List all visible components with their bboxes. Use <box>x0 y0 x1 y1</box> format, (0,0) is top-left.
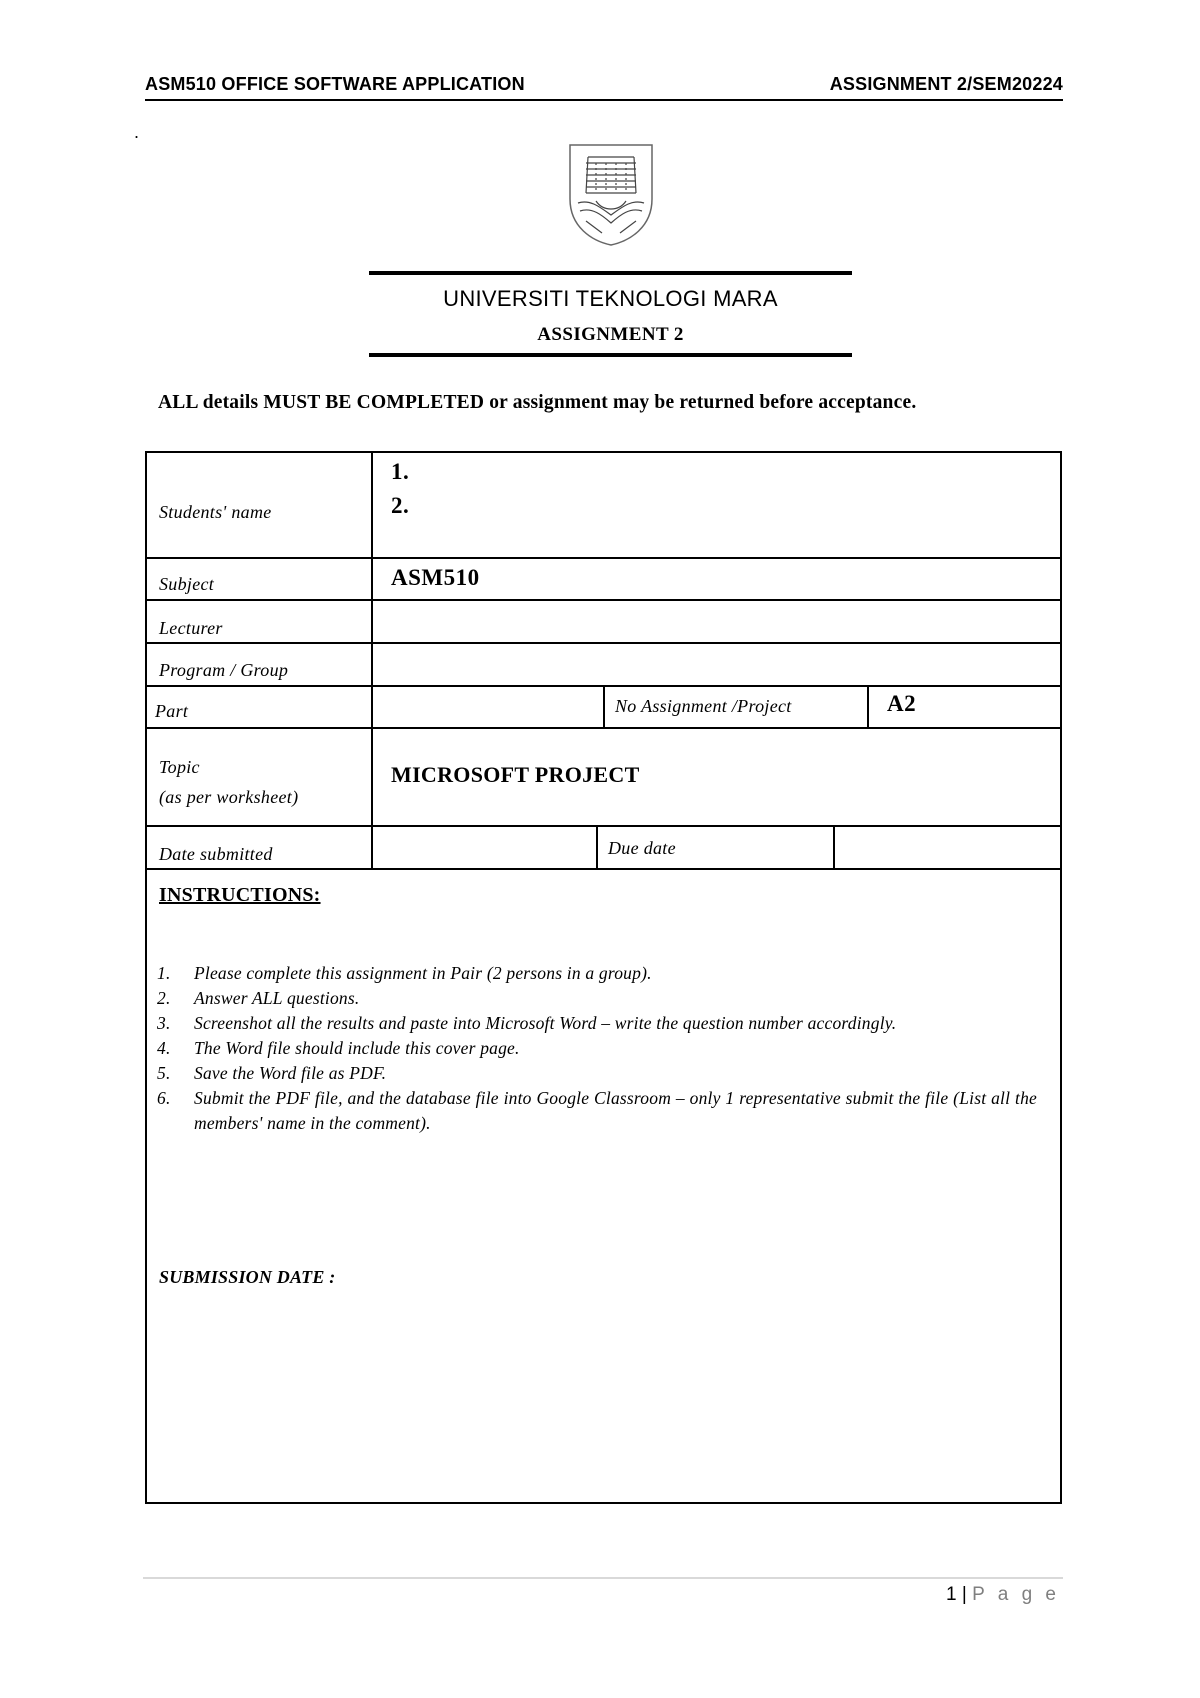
due-date-field[interactable] <box>835 827 1060 867</box>
university-name: UNIVERSITI TEKNOLOGI MARA <box>443 286 778 311</box>
footer-separator: | <box>961 1584 967 1605</box>
stray-mark: . <box>134 122 140 142</box>
program-group-label: Program / Group <box>159 660 289 680</box>
completion-notice: ALL details MUST BE COMPLETED or assignment may be returned before acceptance. <box>158 392 917 413</box>
instructions-list <box>157 961 1037 1136</box>
program-group-field[interactable] <box>373 644 1060 684</box>
list-item-number: 1. <box>157 963 171 983</box>
list-item-text: Please complete this assignment in Pair (2 persons in a group). <box>194 963 652 983</box>
lecturer-label: Lecturer <box>159 618 223 638</box>
title-rule-top <box>369 271 852 275</box>
date-submitted-field[interactable] <box>373 827 595 867</box>
list-item <box>157 986 1037 1011</box>
list-item-number: 3. <box>157 1013 171 1033</box>
page-footer <box>946 1584 1060 1606</box>
student-2-field[interactable]: 2. <box>391 493 410 518</box>
student-1-field[interactable]: 1. <box>391 459 410 484</box>
assignment-title: ASSIGNMENT 2 <box>537 324 684 345</box>
row-divider <box>147 557 1060 559</box>
list-item-text: Answer ALL questions. <box>194 988 360 1008</box>
list-item <box>157 1036 1037 1061</box>
lecturer-field[interactable] <box>373 601 1060 641</box>
title-rule-bottom <box>369 353 852 357</box>
footer-rule <box>143 1577 1063 1579</box>
list-item <box>157 1061 1037 1086</box>
due-date-label: Due date <box>608 838 676 858</box>
page-number: 1 <box>946 1584 957 1605</box>
list-item <box>157 961 1037 986</box>
column-divider <box>603 685 605 727</box>
header-rule <box>145 99 1063 101</box>
part-field[interactable] <box>373 687 602 726</box>
list-item-number: 4. <box>157 1038 171 1058</box>
uitm-crest-icon <box>566 141 656 247</box>
topic-value[interactable]: MICROSOFT PROJECT <box>391 762 640 787</box>
list-item-text: Submit the PDF file, and the database file into Google Classroom – only 1 representative submit the file (List all the members' name in the comment). <box>194 1088 1037 1133</box>
column-divider <box>867 685 869 727</box>
page-label: P a g e <box>972 1584 1060 1605</box>
no-assignment-label: No Assignment /Project <box>615 696 792 716</box>
list-item-text: Screenshot all the results and paste into Microsoft Word – write the question number accordingly. <box>194 1013 897 1033</box>
list-item <box>157 1086 1037 1136</box>
subject-label: Subject <box>159 574 215 594</box>
list-item-text: The Word file should include this cover page. <box>194 1038 520 1058</box>
subject-value[interactable]: ASM510 <box>391 565 480 590</box>
list-item-text: Save the Word file as PDF. <box>194 1063 387 1083</box>
students-name-label: Students' name <box>159 502 272 522</box>
column-divider <box>596 825 598 868</box>
submission-date-label: SUBMISSION DATE : <box>159 1267 336 1287</box>
topic-sublabel: (as per worksheet) <box>159 787 299 807</box>
no-assignment-value[interactable]: A2 <box>887 691 917 716</box>
header-right: ASSIGNMENT 2/SEM20224 <box>829 74 1063 94</box>
list-item-number: 5. <box>157 1063 171 1083</box>
row-divider <box>147 727 1060 729</box>
list-item-number: 6. <box>157 1088 171 1108</box>
list-item-number: 2. <box>157 988 171 1008</box>
header-left: ASM510 OFFICE SOFTWARE APPLICATION <box>145 74 525 94</box>
part-label: Part <box>155 701 189 721</box>
row-divider <box>147 868 1060 870</box>
topic-label: Topic <box>159 757 200 777</box>
date-submitted-label: Date submitted <box>159 844 273 864</box>
instructions-title: INSTRUCTIONS: <box>159 884 321 906</box>
cover-form <box>145 451 1062 1504</box>
list-item <box>157 1011 1037 1036</box>
